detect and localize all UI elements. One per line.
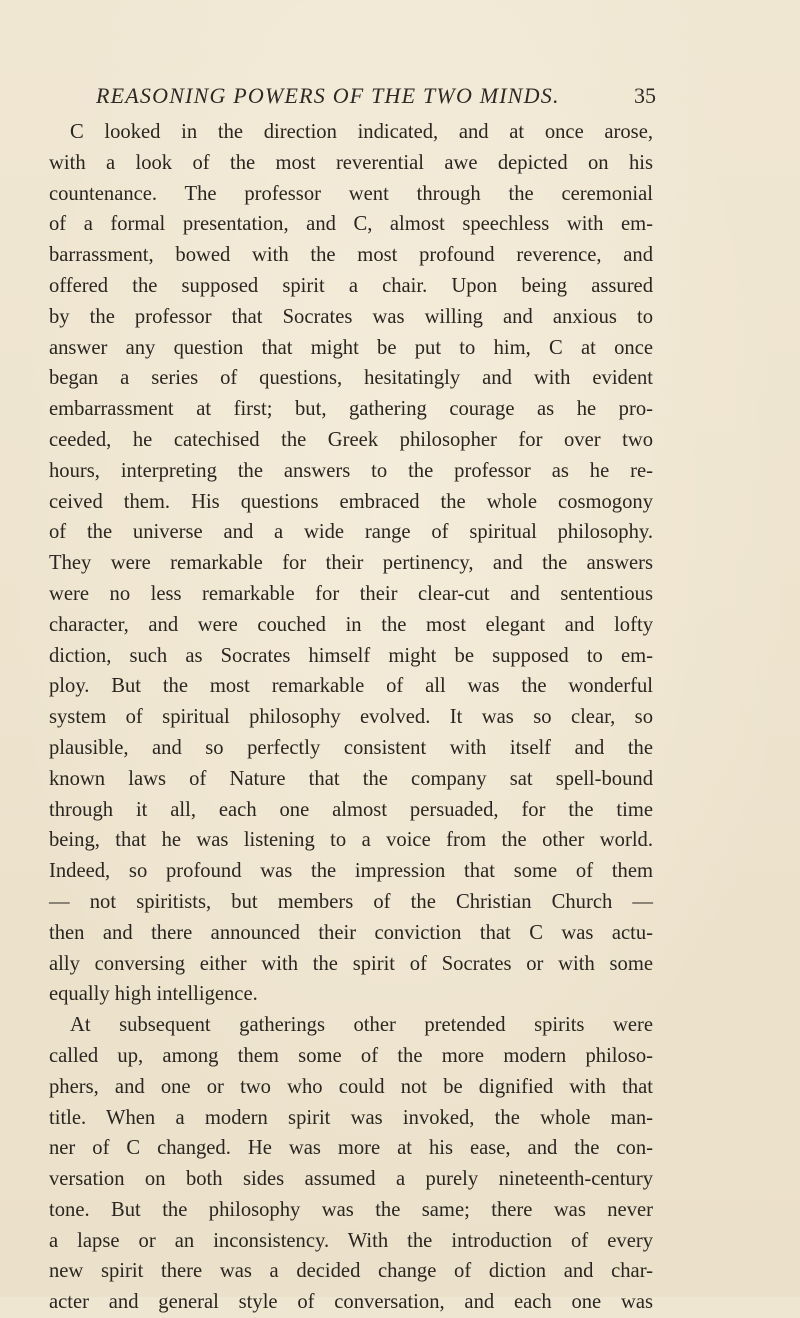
text-line: ploy. But the most remarkable of all was the wonderful [49,675,653,698]
text-line: new spirit there was a decided change of diction and char- [49,1260,653,1283]
text-line: ceived them. His questions embraced the whole cosmogony [49,490,653,513]
text-line: of a formal presentation, and C, almost speechless with em- [49,213,653,236]
running-head [96,80,656,112]
page-number: 35 [634,83,656,108]
text-line: being, that he was listening to a voice from the other world. [49,829,653,852]
text-line: countenance. The professor went through the ceremonial [49,182,653,205]
text-line: answer any question that might be put to him, C at once [49,336,653,359]
text-line: — not spiritists, but members of the Christian Church — [49,890,653,913]
text-line: ceeded, he catechised the Greek philosopher for over two [49,428,653,451]
body-text [49,117,653,1318]
text-line: phers, and one or two who could not be dignified with that [49,1075,653,1098]
text-line: equally high intelligence. [49,983,258,1006]
text-line: barrassment, bowed with the most profound reverence, and [49,244,653,267]
text-line: a lapse or an inconsistency. With the introduction of every [49,1229,653,1252]
text-line: They were remarkable for their pertinency, and the answers [49,552,653,575]
running-title: REASONING POWERS OF THE TWO MINDS. [96,83,560,108]
text-line: versation on both sides assumed a purely nineteenth-century [49,1168,653,1191]
text-line: were no less remarkable for their clear-cut and sententious [49,582,653,605]
text-line: ally conversing either with the spirit of Socrates or with some [49,952,653,975]
text-line: with a look of the most reverential awe depicted on his [49,151,653,174]
text-line: title. When a modern spirit was invoked, the whole man- [49,1106,653,1129]
text-line: At subsequent gatherings other pretended spirits were [70,1014,653,1037]
text-line: system of spiritual philosophy evolved. It was so clear, so [49,706,653,729]
text-line: acter and general style of conversation, and each one was [49,1291,653,1314]
text-line: embarrassment at first; but, gathering courage as he pro- [49,398,653,421]
text-line: Indeed, so profound was the impression that some of them [49,860,653,883]
text-line: plausible, and so perfectly consistent with itself and the [49,736,653,759]
text-line: began a series of questions, hesitatingly and with evident [49,367,653,390]
text-line: hours, interpreting the answers to the professor as he re- [49,459,653,482]
text-line: called up, among them some of the more modern philoso- [49,1044,653,1067]
text-line: C looked in the direction indicated, and at once arose, [70,121,653,143]
text-line: then and there announced their conviction that C was actu- [49,921,653,944]
text-line: character, and were couched in the most elegant and lofty [49,613,653,636]
text-line: through it all, each one almost persuaded, for the time [49,798,653,821]
text-line: tone. But the philosophy was the same; there was never [49,1198,653,1221]
text-line: ner of C changed. He was more at his ease, and the con- [49,1137,653,1160]
text-line: known laws of Nature that the company sat spell-bound [49,767,653,790]
text-line: by the professor that Socrates was willing and anxious to [49,305,653,328]
text-line: offered the supposed spirit a chair. Upon being assured [49,274,653,297]
text-line: of the universe and a wide range of spiritual philosophy. [49,521,653,544]
text-line: diction, such as Socrates himself might be supposed to em- [49,644,653,667]
